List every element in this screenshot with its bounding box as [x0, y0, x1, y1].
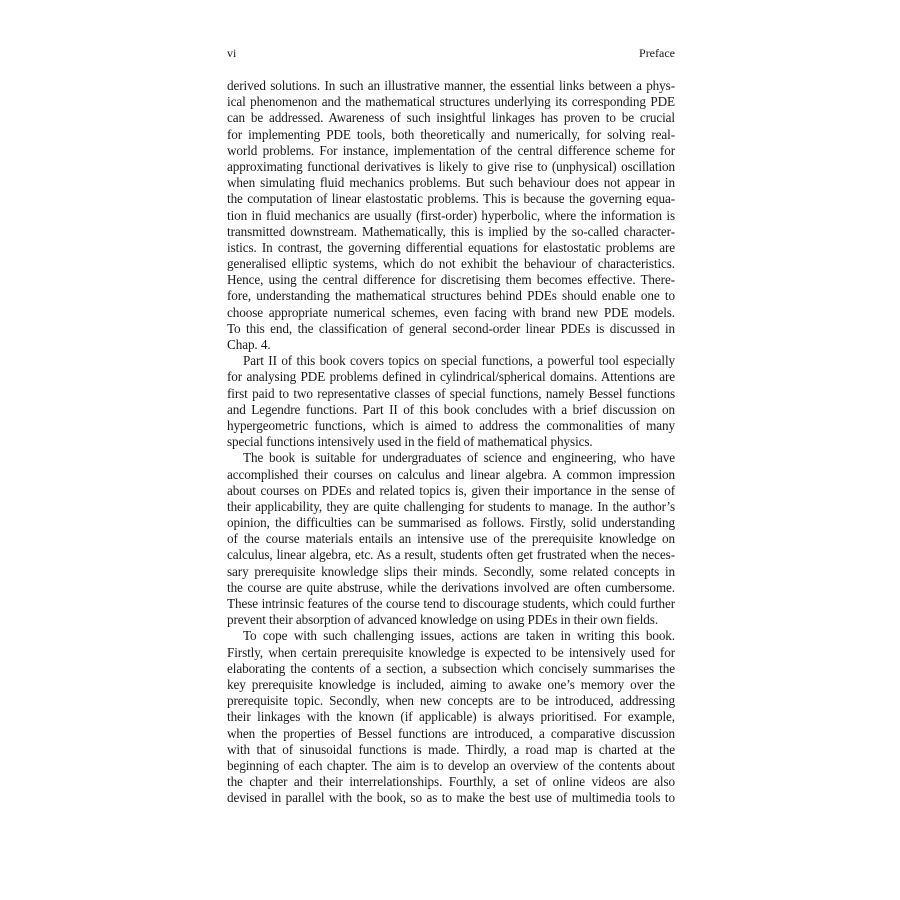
text-line: hypergeometric functions, which is aimed to address the commonalities of many: [227, 417, 675, 433]
text-line: their linkages with the known (if applicable) is always prioritised. For example,: [227, 709, 675, 725]
text-line: can be addressed. Awareness of such insightful linkages has proven to be crucial: [227, 110, 675, 126]
text-line: The book is suitable for undergraduates of science and engineering, who have: [243, 450, 675, 466]
text-line: istics. In contrast, the governing differential equations for elastostatic problems are: [227, 239, 675, 255]
page-number: vi: [227, 46, 237, 60]
text-line: when the properties of Bessel functions are introduced, a comparative discussion: [227, 725, 675, 741]
text-line: special functions intensively used in the field of mathematical physics.: [227, 434, 593, 450]
text-line: the course are quite abstruse, while the derivations involved are often cumbersome.: [227, 579, 675, 595]
text-line: elaborating the contents of a section, a subsection which concisely summarises the: [227, 660, 675, 676]
text-line: world problems. For instance, implementation of the central difference scheme for: [227, 142, 675, 158]
text-line: sary prerequisite knowledge slips their minds. Secondly, some related concepts in: [227, 563, 675, 579]
text-line: for implementing PDE tools, both theoretically and numerically, for solving real-: [227, 126, 675, 142]
text-line: Firstly, when certain prerequisite knowledge is expected to be intensively used for: [227, 644, 675, 660]
text-line: devised in parallel with the book, so as to make the best use of multimedia tools to: [227, 790, 675, 806]
text-line: when simulating fluid mechanics problems. But such behaviour does not appear in: [227, 175, 675, 191]
section-title: Preface: [639, 46, 675, 60]
text-line: Hence, using the central difference for discretising them becomes effective. There-: [227, 272, 675, 288]
text-line: opinion, the difficulties can be summarised as follows. Firstly, solid understanding: [227, 515, 675, 531]
text-line: beginning of each chapter. The aim is to develop an overview of the contents about: [227, 757, 675, 773]
text-line: for analysing PDE problems defined in cylindrical/spherical domains. Attentions are: [227, 369, 675, 385]
text-line: tion in fluid mechanics are usually (first-order) hyperbolic, where the information is: [227, 207, 675, 223]
text-line: with that of sinusoidal functions is made. Thirdly, a road map is charted at the: [227, 741, 675, 757]
text-line: fore, understanding the mathematical structures behind PDEs should enable one to: [227, 288, 675, 304]
text-line: calculus, linear algebra, etc. As a result, students often get frustrated when the neces-: [227, 547, 675, 563]
text-line: ical phenomenon and the mathematical structures underlying its corresponding PDE: [227, 94, 675, 110]
text-line: prevent their absorption of advanced knowledge on using PDEs in their own fields.: [227, 612, 659, 628]
text-line: derived solutions. In such an illustrative manner, the essential links between a phys-: [227, 78, 675, 93]
text-line: their applicability, they are quite challenging for students to manage. In the author’s: [227, 498, 675, 514]
text-line: key prerequisite knowledge is included, aiming to awake one’s memory over the: [227, 676, 675, 692]
text-line: about courses on PDEs and related topics is, given their importance in the sense of: [227, 482, 675, 498]
text-line: To cope with such challenging issues, actions are taken in writing this book.: [243, 628, 675, 644]
running-head: [227, 44, 675, 62]
text-line: Part II of this book covers topics on special functions, a powerful tool especially: [243, 353, 675, 369]
text-line: accomplished their courses on calculus and linear algebra. A common impression: [227, 466, 675, 482]
text-line: transmitted downstream. Mathematically, this is implied by the so-called character-: [227, 223, 675, 239]
text-line: prerequisite topic. Secondly, when new concepts are to be introduced, addressing: [227, 693, 675, 709]
text-line: choose appropriate numerical schemes, even facing with brand new PDE models.: [227, 304, 675, 320]
text-line: Chap. 4.: [227, 337, 271, 352]
text-line: of the course materials entails an intensive use of the prerequisite knowledge on: [227, 531, 675, 547]
text-line: the chapter and their interrelationships. Fourthly, a set of online videos are also: [227, 774, 675, 790]
text-line: To this end, the classification of general second-order linear PDEs is discussed in: [227, 320, 675, 336]
text-line: first paid to two representative classes of special functions, namely Bessel functions: [227, 385, 675, 401]
text-line: and Legendre functions. Part II of this book concludes with a brief discussion on: [227, 401, 675, 417]
preface-body-text: [227, 78, 675, 806]
text-line: generalised elliptic systems, which do not exhibit the behaviour of characteristics.: [227, 256, 675, 272]
text-line: the computation of linear elastostatic problems. This is because the governing equa-: [227, 191, 675, 207]
text-line: approximating functional derivatives is likely to give rise to (unphysical) oscillation: [227, 158, 675, 174]
text-line: These intrinsic features of the course tend to discourage students, which could further: [227, 596, 675, 611]
